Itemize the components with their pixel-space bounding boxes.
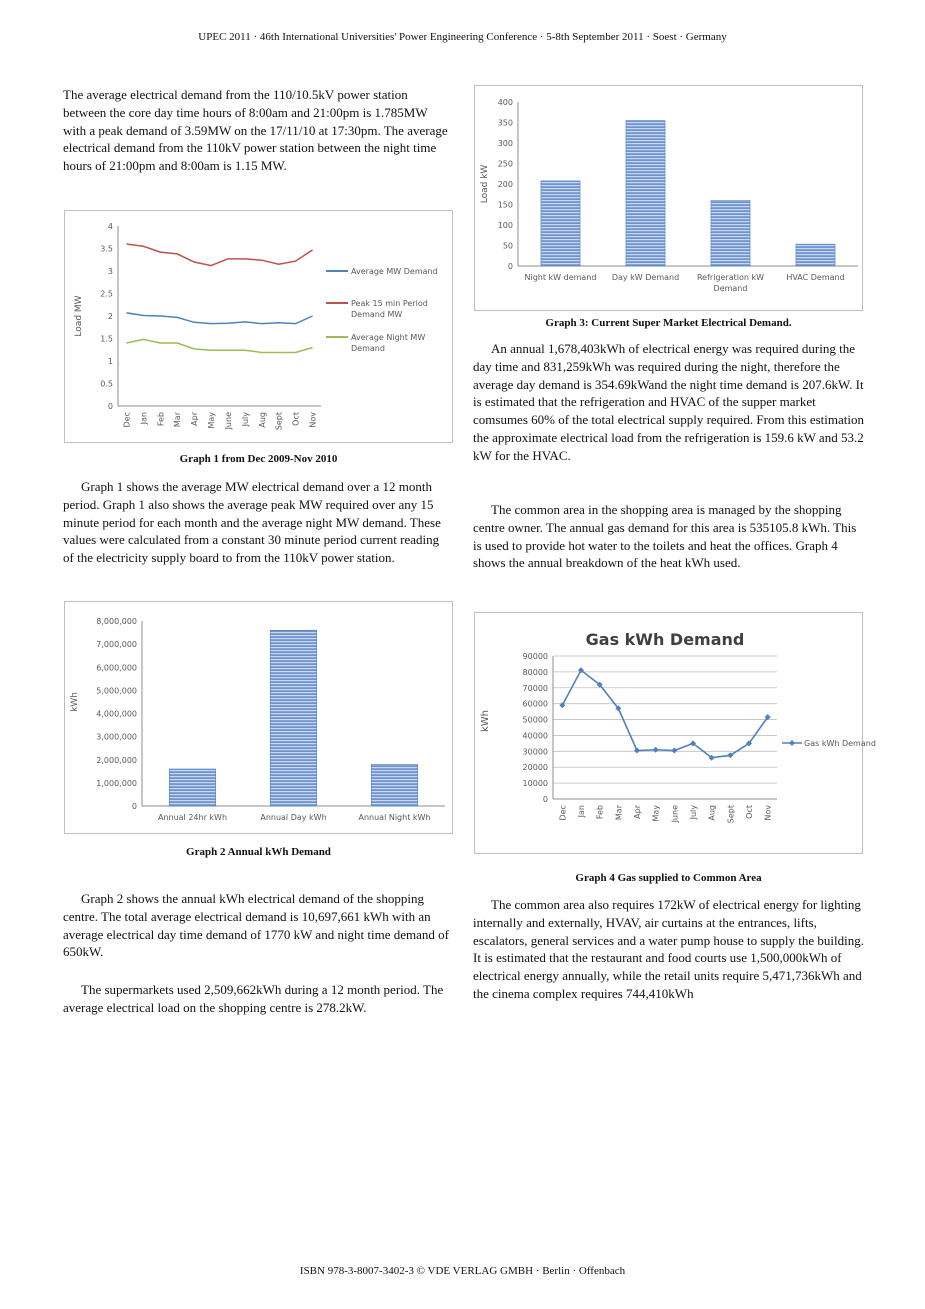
x-tick-label: Annual 24hr kWh [157, 813, 228, 822]
y-tick-label: 0 [507, 262, 513, 271]
y-tick-label: 1,000,000 [96, 778, 137, 788]
x-tick-label: June [670, 805, 680, 823]
graph4-chart [474, 612, 876, 854]
x-tick-label: Night kW demand [524, 273, 597, 282]
series-line [126, 244, 312, 266]
data-point [559, 702, 565, 708]
series-line [126, 339, 312, 352]
x-tick-label: Mar [173, 412, 183, 428]
x-tick-label: Oct [745, 805, 754, 819]
graph3-chart [474, 85, 863, 311]
bar [541, 181, 580, 266]
y-tick-label: 1 [107, 357, 113, 366]
y-axis-label: kWh [480, 709, 491, 733]
legend-entry: Gas kWh Demand [804, 739, 876, 748]
series-line [126, 313, 312, 324]
y-tick-label: 20000 [522, 763, 548, 773]
x-tick-label: May [651, 805, 661, 822]
series-line [562, 670, 767, 757]
page-header: UPEC 2011 · 46th International Universities' Power Engineering Conference · 5-8th September 2011 · Soest · Germany [198, 31, 727, 43]
bar [711, 201, 750, 266]
graph4-caption: Graph 4 Gas supplied to Common Area [575, 872, 762, 884]
x-tick-label: Mar [614, 805, 624, 821]
x-tick-label: July [240, 412, 250, 427]
y-tick-label: 80000 [522, 667, 548, 677]
paragraph-graph1-description: Graph 1 shows the average MW electrical demand over a 12 month period. Graph 1 also shows the average peak MW required over any 15 minute period for each month and the average night MW demand. These values were calculated from a constant 30 minute period current reading of the electricity supply board to from the 110kV power station. [63, 479, 441, 566]
y-tick-label: 0.5 [100, 379, 113, 389]
x-tick-label: Sept [726, 805, 736, 824]
y-axis-label: Load MW [74, 295, 84, 337]
x-tick-label: Jan [577, 805, 586, 818]
bar [169, 769, 215, 806]
y-tick-label: 30000 [522, 747, 548, 757]
graph2-chart [64, 601, 453, 834]
x-tick-label: Nov [308, 412, 318, 428]
graph1-chart [64, 210, 453, 443]
x-tick-label: Dec [122, 412, 132, 428]
graph3-svg [475, 86, 864, 312]
page-footer: ISBN 978-3-8007-3402-3 © VDE VERLAG GMBH · Berlin · Offenbach [299, 1265, 626, 1277]
x-tick-label: Oct [291, 412, 301, 426]
paragraph-supermarket-demand: An annual 1,678,403kWh of electrical energy was required during the day time and 831,259kWh was required during the night, therefore the average day demand is 354.69kWand the night time demand is 207.6kW. It is estimated that the refrigeration and HVAC of the supper market comsumes 60% of the total electrical supply required. From this estimation the approximate electrical load from the refrigeration is 159.6 kW and 53.2 kW for the HVAC. [473, 341, 864, 463]
y-tick-label: 3,000,000 [96, 732, 137, 742]
legend-entry: Average MW Demand [351, 267, 438, 276]
y-tick-label: 8,000,000 [96, 617, 137, 626]
bar [270, 630, 316, 806]
x-tick-label: Feb [156, 412, 166, 427]
x-tick-label: Nov [763, 805, 773, 821]
y-tick-label: 350 [497, 118, 513, 128]
paragraph-common-area-gas: The common area in the shopping area is managed by the shopping centre owner. The annual gas demand for this area is 535105.8 kWh. This is used to provide hot water to the toilets and heat the offices. Graph 4 shows the annual breakdown of the heat kWh used. [473, 502, 857, 571]
bar [626, 121, 665, 266]
y-tick-label: 10000 [522, 779, 548, 789]
legend-entry: Average Night MW Demand [351, 333, 426, 353]
paragraph-supermarket: The supermarkets used 2,509,662kWh during a 12 month period. The average electrical load on the shopping centre is 278.2kW. [63, 982, 444, 1015]
x-tick-label: Feb [595, 805, 605, 820]
bar [371, 764, 417, 806]
y-tick-label: 50 [502, 241, 513, 251]
y-tick-label: 0 [542, 795, 548, 804]
paragraph-common-area-electrical: The common area also requires 172kW of electrical energy for lighting internally and externally, HVAV, air curtains at the entrances, lifts, escalators, general services and a water pump house to supply the building. It is estimated that the restaurant and food courts use 1,500,000kWh of electrical energy annually, while the retail units require 5,471,736kWh and the cinema complex requires 744,410kWh [473, 897, 864, 1001]
graph1-svg [65, 211, 454, 444]
graph1-caption: Graph 1 from Dec 2009-Nov 2010 [179, 453, 338, 465]
x-tick-label: HVAC Demand [786, 273, 845, 282]
x-tick-label: Refrigeration kW Demand [696, 273, 765, 293]
x-tick-label: Day kW Demand [611, 273, 680, 282]
data-point [634, 748, 640, 754]
bar [796, 244, 835, 266]
y-tick-label: 2.5 [100, 289, 113, 299]
y-axis-label: Load kW [480, 164, 490, 204]
y-tick-label: 70000 [522, 683, 548, 693]
paragraph-graph2-description: Graph 2 shows the annual kWh electrical demand of the shopping centre. The total average electrical demand is 10,697,661 kWh with an average electrical day time demand of 1770 kW and night time demand of 650kW. [63, 891, 450, 960]
x-tick-label: Apr [190, 412, 200, 426]
y-tick-label: 100 [497, 221, 513, 230]
y-tick-label: 50000 [522, 715, 548, 725]
legend-marker [789, 740, 795, 746]
y-tick-label: 2 [107, 312, 113, 321]
legend-entry: Peak 15 min Period Demand MW [351, 299, 428, 319]
y-tick-label: 1.5 [100, 334, 113, 344]
y-tick-label: 4,000,000 [96, 709, 137, 719]
x-tick-label: Dec [558, 805, 568, 821]
x-tick-label: Sept [274, 412, 284, 431]
x-tick-label: Aug [707, 805, 717, 821]
y-tick-label: 7,000,000 [96, 640, 137, 650]
y-tick-label: 60000 [522, 699, 548, 709]
y-tick-label: 3.5 [100, 244, 113, 254]
y-tick-label: 300 [497, 139, 513, 148]
x-tick-label: Aug [257, 412, 267, 428]
x-tick-label: July [689, 805, 698, 820]
x-tick-label: June [223, 412, 233, 430]
x-tick-label: Annual Night kWh [358, 813, 431, 822]
x-tick-label: May [207, 412, 217, 429]
y-tick-label: 90000 [522, 652, 548, 661]
y-tick-label: 40000 [522, 731, 548, 741]
y-tick-label: 3 [107, 267, 113, 276]
graph2-caption: Graph 2 Annual kWh Demand [186, 846, 331, 858]
data-point [653, 747, 659, 753]
y-tick-label: 4 [107, 222, 113, 231]
x-tick-label: Jan [139, 412, 149, 425]
x-tick-label: Annual Day kWh [260, 813, 327, 822]
graph3-caption: Graph 3: Current Super Market Electrical Demand. [545, 317, 792, 329]
y-tick-label: 6,000,000 [96, 663, 137, 673]
graph4-svg [475, 613, 876, 855]
y-tick-label: 150 [497, 200, 513, 210]
paragraph-average-demand: The average electrical demand from the 110/10.5kV power station between the core day time hours of 8:00am and 21:00pm is 1.785MW with a peak demand of 3.59MW on the 17/11/10 at 17:30pm. The average electrical demand from the 110kV power station between the night time hours of 21:00pm and 8:00am is 1.15 MW. [63, 87, 448, 174]
y-tick-label: 400 [497, 98, 513, 107]
y-tick-label: 0 [131, 802, 137, 811]
y-tick-label: 2,000,000 [96, 755, 137, 765]
y-tick-label: 250 [497, 159, 513, 169]
chart-title: Gas kWh Demand [585, 630, 745, 649]
y-tick-label: 200 [497, 180, 513, 189]
x-tick-label: Apr [633, 805, 642, 819]
graph2-svg [65, 602, 454, 835]
data-point [671, 748, 677, 754]
y-axis-label: kWh [70, 692, 80, 712]
y-tick-label: 5,000,000 [96, 686, 137, 696]
y-tick-label: 0 [107, 402, 113, 411]
